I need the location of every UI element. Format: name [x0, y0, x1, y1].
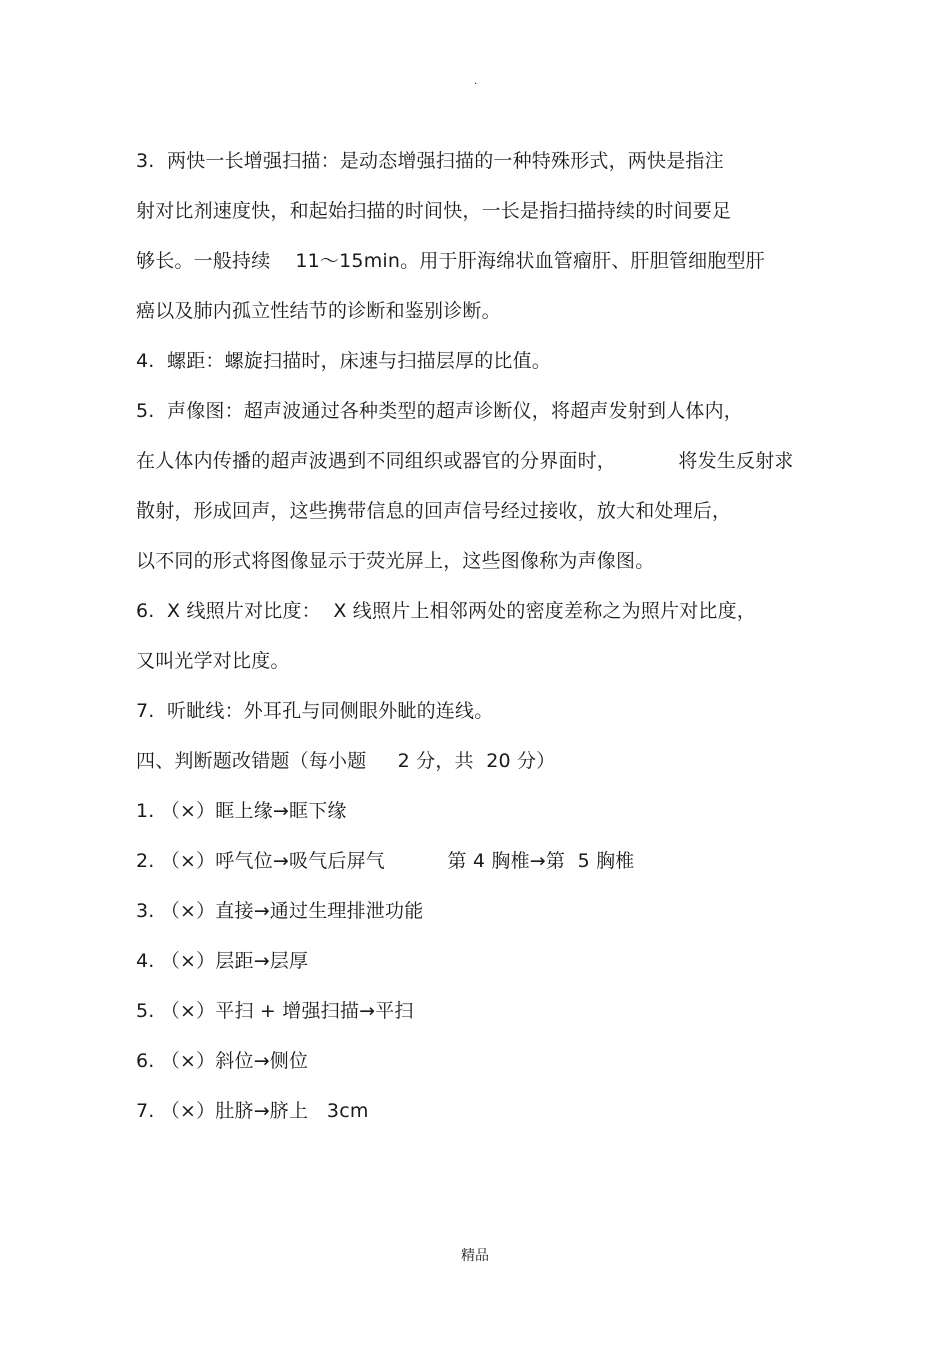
page-footer: 精品	[461, 1248, 489, 1264]
definition-line: 7. 听眦线：外耳孔与同侧眼外眦的连线。	[136, 700, 494, 722]
definition-line: 以不同的形式将图像显示于荧光屏上，这些图像称为声像图。	[136, 550, 655, 572]
definition-line: 4. 螺距：螺旋扫描时，床速与扫描层厚的比值。	[136, 350, 552, 372]
definition-line: 5. 声像图：超声波通过各种类型的超声诊断仪，将超声发射到人体内，	[136, 400, 744, 422]
definition-line: 癌以及肺内孤立性结节的诊断和鉴别诊断。	[136, 300, 501, 322]
answer-item: 5. （×）平扫 + 增强扫描→平扫	[136, 1000, 414, 1022]
answer-item: 6. （×）斜位→侧位	[136, 1050, 309, 1072]
definition-line: 射对比剂速度快，和起始扫描的时间快，一长是指扫描持续的时间要足	[136, 200, 732, 222]
definition-line: 6. X 线照片对比度： X 线照片上相邻两处的密度差称之为照片对比度，	[136, 600, 756, 622]
answer-item: 1. （×）眶上缘→眶下缘	[136, 800, 347, 822]
definition-line: 3. 两快一长增强扫描：是动态增强扫描的一种特殊形式，两快是指注	[136, 150, 724, 172]
definition-line: 散射，形成回声，这些携带信息的回声信号经过接收，放大和处理后，	[136, 500, 732, 522]
answer-item: 7. （×）肚脐→脐上 3cm	[136, 1100, 369, 1122]
definition-line: 够长。一般持续 11～15min。用于肝海绵状血管瘤肝、肝胆管细胞型肝	[136, 250, 765, 272]
answer-item: 2. （×）呼气位→吸气后屏气 第 4 胸椎→第 5 胸椎	[136, 850, 635, 872]
section-heading: 四、判断题改错题（每小题 2 分，共 20 分）	[136, 750, 556, 772]
answer-item: 3. （×）直接→通过生理排泄功能	[136, 900, 424, 922]
answer-item: 4. （×）层距→层厚	[136, 950, 309, 972]
definition-line: 在人体内传播的超声波遇到不同组织或器官的分界面时， 将发生反射求	[136, 450, 794, 472]
page-top-mark: .	[474, 76, 478, 87]
definition-line: 又叫光学对比度。	[136, 650, 290, 672]
